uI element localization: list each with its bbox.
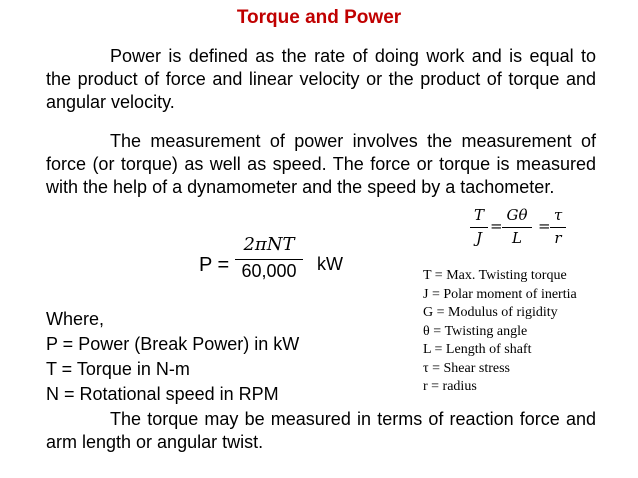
g-theta-symbol: Gθ: [506, 206, 528, 224]
definitions-list: [46, 307, 299, 407]
fraction-g-theta-over-l: [502, 206, 532, 247]
torsion-legend: [423, 267, 577, 397]
legend-item: L = Length of shaft: [423, 342, 532, 357]
power-equation: [193, 232, 393, 294]
power-lhs: P =: [199, 254, 230, 276]
legend-item: θ = Twisting angle: [423, 323, 528, 339]
paragraph-power-definition: Power is defined as the rate of doing work and is equal to the product of force and linear velocity or the product of torque and angular velocity.: [46, 46, 596, 112]
definition-item: N = Rotational speed in RPM: [46, 384, 279, 404]
power-fraction: [235, 234, 303, 282]
fraction-t-over-j: [470, 206, 488, 247]
legend-item: T = Max. Twisting torque: [423, 268, 567, 283]
legend-item: r = radius: [423, 379, 477, 394]
definition-item: T = Torque in N-m: [46, 359, 190, 379]
legend-item: G = Modulus of rigidity: [423, 305, 558, 320]
polar-moment-symbol: J: [475, 229, 482, 247]
length-symbol: L: [512, 229, 522, 247]
definition-item: P = Power (Break Power) in kW: [46, 334, 300, 354]
definitions-heading: Where,: [46, 309, 105, 329]
tau-symbol: τ: [553, 206, 563, 224]
legend-item: τ = Shear stress: [423, 360, 511, 376]
legend-item: J = Polar moment of inertia: [423, 286, 577, 302]
equals-sign-1: =: [490, 217, 503, 235]
power-denominator: 60,000: [241, 261, 297, 281]
paragraph-power-measurement: The measurement of power involves the measurement of force (or torque) as well as speed. The force or torque is measured with the help of a dynamometer and the speed by a tachometer.: [46, 131, 596, 197]
paragraph-torque-measurement: The torque may be measured in terms of reaction force and arm length or angular twist.: [46, 409, 596, 452]
torsion-equation: [470, 206, 600, 256]
power-unit: kW: [317, 254, 343, 274]
fraction-tau-over-r: [550, 206, 566, 247]
equals-sign-2: =: [538, 217, 551, 235]
power-numerator: 2πNT: [243, 234, 295, 255]
slide-title: Torque and Power: [236, 7, 402, 28]
radius-symbol: r: [554, 229, 562, 247]
torque-symbol: T: [473, 206, 484, 224]
